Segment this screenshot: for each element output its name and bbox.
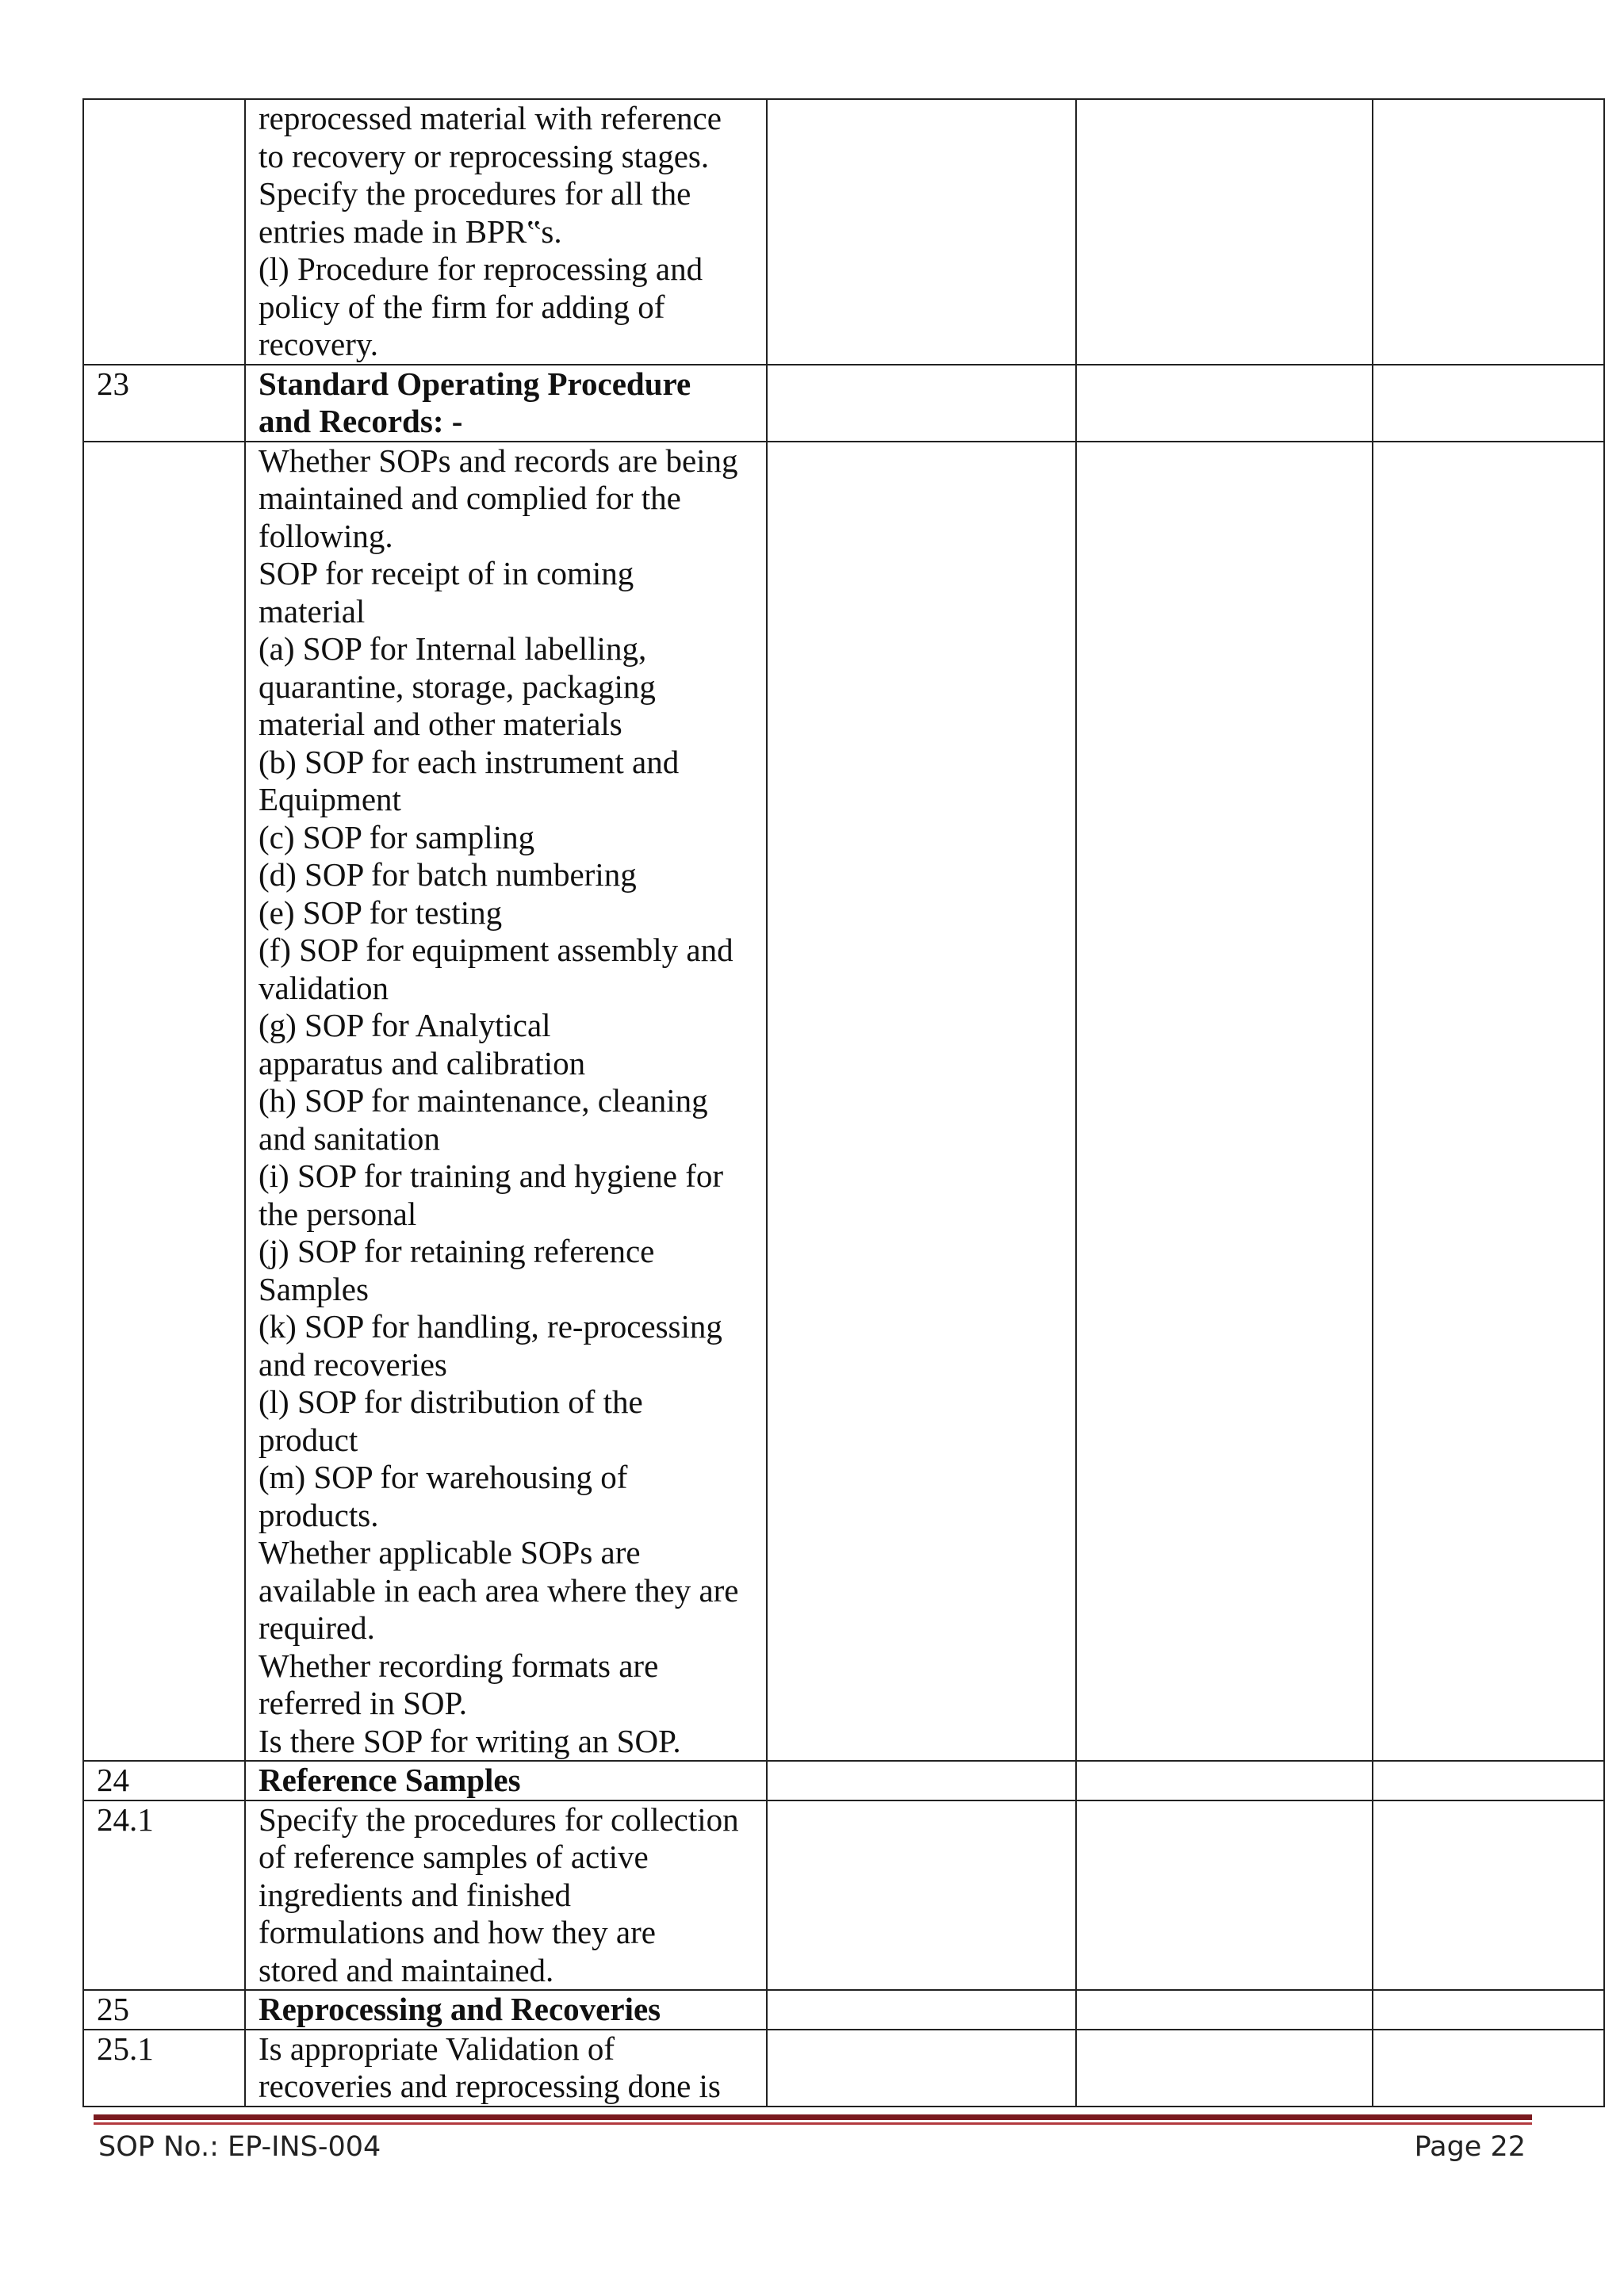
description-line: reprocessed material with reference (259, 100, 722, 136)
description-cell (245, 99, 767, 365)
description-line: (l) SOP for distribution of the (259, 1383, 643, 1420)
description-line: Is there SOP for writing an SOP. (259, 1722, 681, 1759)
table-row (83, 99, 1604, 365)
description-line: the personal (259, 1195, 417, 1232)
blank-response-cell[interactable] (1373, 1761, 1604, 1800)
description-line: material and other materials (259, 706, 622, 742)
item-number-cell: 25.1 (83, 2030, 245, 2107)
blank-response-cell[interactable] (1076, 442, 1373, 1762)
description-line: Specify the procedures for collection (259, 1800, 739, 1838)
blank-response-cell[interactable] (1076, 99, 1373, 365)
blank-response-cell[interactable] (767, 2030, 1076, 2107)
description-line: stored and maintained. (259, 1951, 554, 1988)
section-heading-cell (245, 1990, 767, 2030)
description-cell (245, 442, 767, 1762)
description-line: ingredients and finished (259, 1876, 571, 1913)
blank-response-cell[interactable] (767, 99, 1076, 365)
description-line: policy of the firm for adding of (259, 288, 665, 325)
table-body (83, 99, 1604, 2107)
description-line: quarantine, storage, packaging (259, 668, 656, 705)
description-line: to recovery or reprocessing stages. (259, 137, 710, 174)
blank-response-cell[interactable] (1076, 1761, 1373, 1800)
table-row (83, 2030, 1604, 2107)
description-line: (b) SOP for each instrument and (259, 743, 680, 780)
blank-response-cell[interactable] (1076, 1990, 1373, 2030)
table-row (83, 442, 1604, 1762)
description-line: Equipment (259, 781, 401, 817)
item-number-cell (83, 99, 245, 365)
description-line: (j) SOP for retaining reference (259, 1233, 655, 1269)
description-line: entries made in BPR‟s. (259, 212, 562, 250)
description-line: (c) SOP for sampling (259, 818, 535, 855)
description-line: (l) Procedure for reprocessing and (259, 251, 703, 287)
table-row (83, 1990, 1604, 2030)
description-line: (m) SOP for warehousing of (259, 1459, 628, 1495)
description-line: SOP for receipt of in coming (259, 555, 634, 591)
blank-response-cell[interactable] (1373, 1990, 1604, 2030)
footer-sop-number: SOP No.: EP-INS-004 (98, 2131, 381, 2163)
section-heading-cell (245, 1761, 767, 1800)
item-number-cell: 24 (83, 1761, 245, 1800)
blank-response-cell[interactable] (1076, 365, 1373, 442)
description-line: apparatus and calibration (259, 1044, 586, 1081)
description-line: product (259, 1421, 358, 1458)
description-line: referred in SOP. (259, 1685, 468, 1721)
blank-response-cell[interactable] (767, 1800, 1076, 1991)
item-number-cell: 24.1 (83, 1800, 245, 1991)
description-line: (h) SOP for maintenance, cleaning (259, 1082, 708, 1119)
item-number-cell (83, 442, 245, 1762)
description-line: recoveries and reprocessing done is (259, 2068, 721, 2104)
description-line: available in each area where they are (259, 1571, 739, 1609)
description-line: Reprocessing and Recoveries (259, 1991, 661, 2027)
blank-response-cell[interactable] (1373, 99, 1604, 365)
section-heading-cell (245, 365, 767, 442)
blank-response-cell[interactable] (767, 1990, 1076, 2030)
description-line: Samples (259, 1270, 369, 1307)
blank-response-cell[interactable] (1373, 365, 1604, 442)
description-line: formulations and how they are (259, 1914, 656, 1950)
description-line: (d) SOP for batch numbering (259, 856, 637, 893)
description-line: and sanitation (259, 1119, 440, 1157)
description-line: of reference samples of active (259, 1839, 649, 1875)
description-line: Whether applicable SOPs are (259, 1534, 641, 1571)
footer-rule-thick (94, 2114, 1532, 2120)
description-line: products. (259, 1496, 379, 1533)
description-line: and recoveries (259, 1345, 447, 1383)
description-line: Whether SOPs and records are being (259, 442, 738, 479)
item-number-cell: 25 (83, 1990, 245, 2030)
blank-response-cell[interactable] (767, 365, 1076, 442)
blank-response-cell[interactable] (1373, 2030, 1604, 2107)
blank-response-cell[interactable] (767, 442, 1076, 1762)
description-line: following. (259, 517, 393, 554)
description-line: Standard Operating Procedure (259, 365, 691, 402)
footer-page-number: Page 22 (1414, 2131, 1526, 2163)
table-row (83, 1761, 1604, 1800)
description-line: Whether recording formats are (259, 1647, 659, 1684)
description-line: and Records: - (259, 403, 463, 439)
description-cell (245, 2030, 767, 2107)
blank-response-cell[interactable] (1076, 1800, 1373, 1991)
item-number-cell: 23 (83, 365, 245, 442)
description-line: Specify the procedures for all the (259, 175, 691, 212)
blank-response-cell[interactable] (1373, 442, 1604, 1762)
description-line: (i) SOP for training and hygiene for (259, 1158, 724, 1194)
description-line: recovery. (259, 326, 378, 362)
description-line: validation (259, 969, 389, 1006)
description-line: (f) SOP for equipment assembly and (259, 932, 733, 968)
description-line: (a) SOP for Internal labelling, (259, 630, 647, 667)
description-line: Is appropriate Validation of (259, 2030, 615, 2067)
description-line: (e) SOP for testing (259, 894, 503, 931)
description-line: maintained and complied for the (259, 480, 681, 516)
description-cell (245, 1800, 767, 1991)
blank-response-cell[interactable] (767, 1761, 1076, 1800)
description-line: required. (259, 1609, 375, 1646)
blank-response-cell[interactable] (1076, 2030, 1373, 2107)
description-line: (k) SOP for handling, re-processing (259, 1308, 722, 1345)
description-line: material (259, 592, 366, 629)
table-row (83, 1800, 1604, 1991)
blank-response-cell[interactable] (1373, 1800, 1604, 1991)
table-row (83, 365, 1604, 442)
inspection-checklist-table (82, 98, 1605, 2107)
description-line: Reference Samples (259, 1762, 521, 1798)
description-line: (g) SOP for Analytical (259, 1007, 551, 1043)
footer-rule-thin (94, 2122, 1532, 2125)
